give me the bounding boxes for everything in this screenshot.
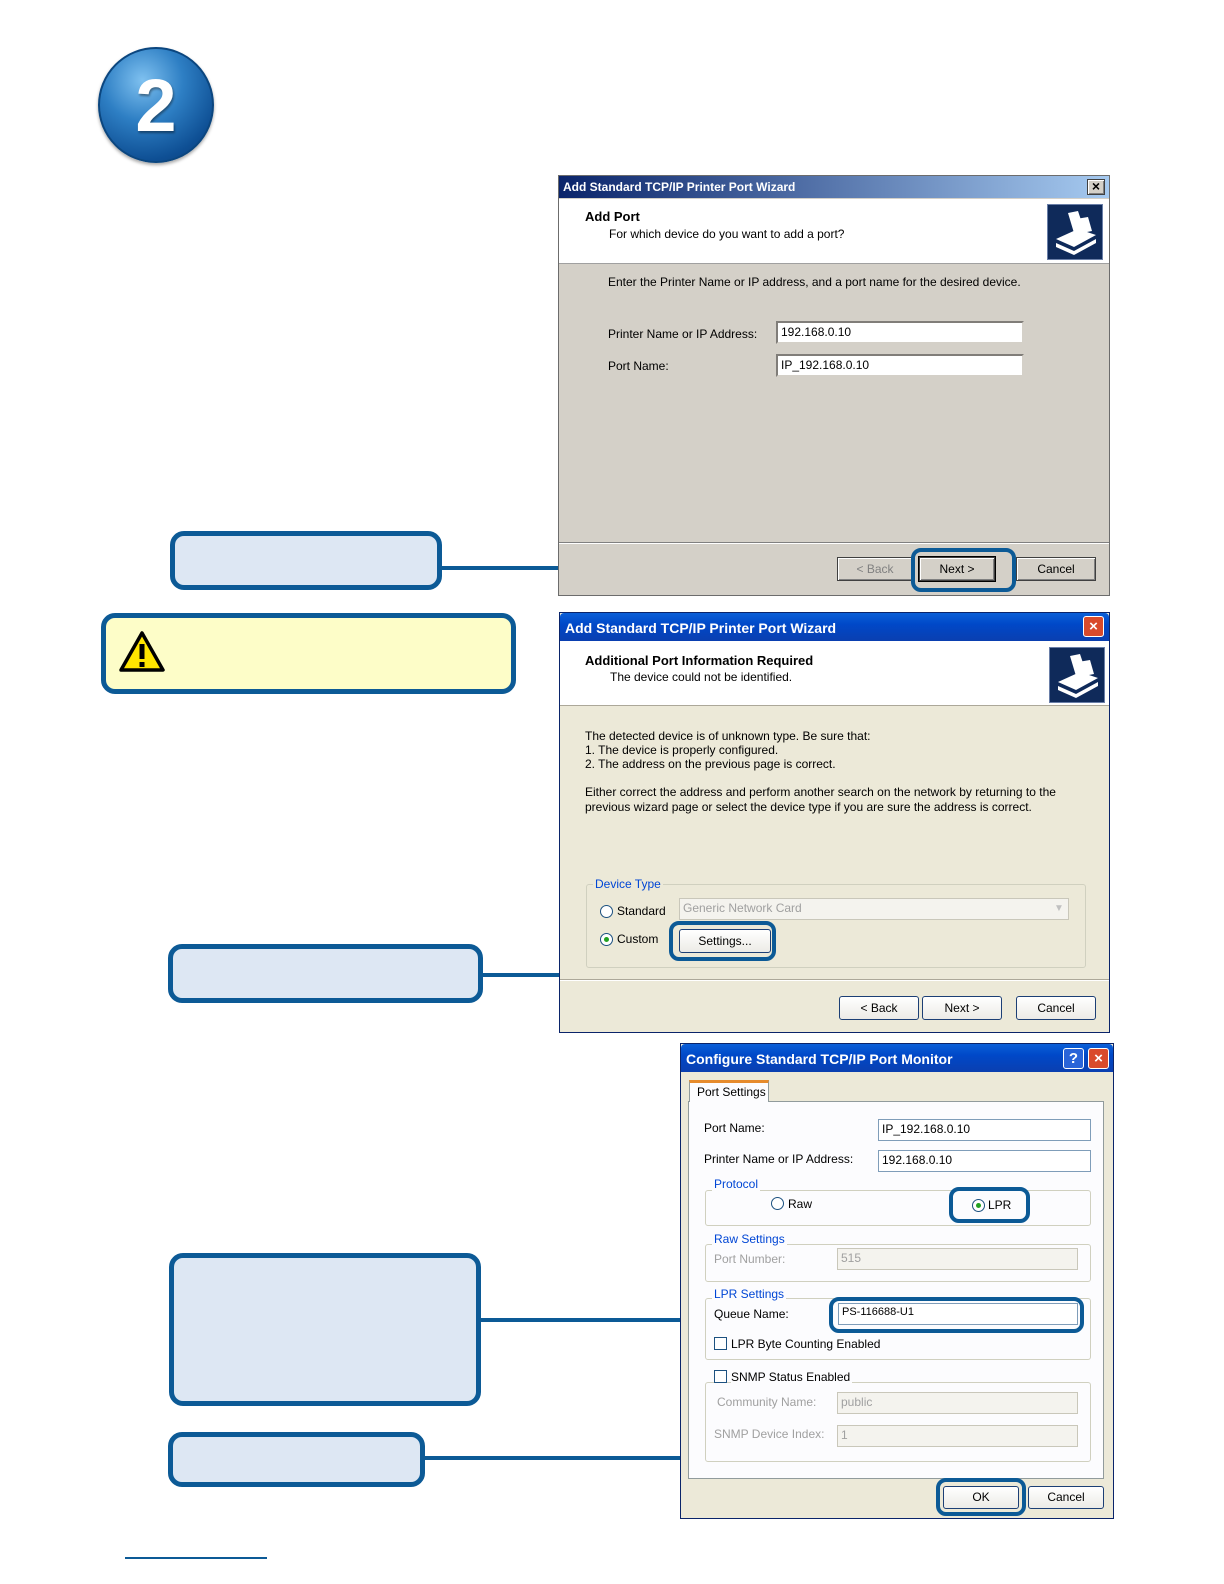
raw-settings-label: Raw Settings <box>714 1232 785 1246</box>
body-text-line: previous wizard page or select the device type if you are sure the address is correct. <box>585 800 1032 814</box>
device-type-group <box>586 884 1086 968</box>
custom-label: Custom <box>617 932 659 946</box>
cancel-button[interactable]: Cancel <box>1016 557 1096 581</box>
lpr-label: LPR <box>988 1198 1012 1212</box>
step-number-badge <box>98 47 214 163</box>
lpr-byte-counting-label: LPR Byte Counting Enabled <box>731 1337 881 1351</box>
raw-radio[interactable] <box>771 1197 784 1210</box>
close-button[interactable] <box>1087 179 1105 195</box>
help-button[interactable] <box>1063 1048 1084 1069</box>
close-button[interactable] <box>1088 1048 1109 1069</box>
callout-queue-name <box>169 1253 481 1406</box>
port-number-label: Port Number: <box>714 1252 786 1266</box>
warning-triangle-icon <box>118 630 166 674</box>
callout-settings <box>168 944 483 1003</box>
body-text-line: 2. The address on the previous page is correct. <box>585 757 836 771</box>
ok-button-highlight <box>936 1478 1026 1516</box>
chevron-down-icon: ▼ <box>1054 903 1064 914</box>
back-button[interactable]: < Back <box>837 557 913 581</box>
lpr-settings-label: LPR Settings <box>714 1287 785 1301</box>
body-text-line: The detected device is of unknown type. Be sure that: <box>585 729 871 743</box>
dialog-title: Configure Standard TCP/IP Port Monitor <box>686 1051 953 1067</box>
next-button[interactable]: Next > <box>922 996 1002 1020</box>
queue-name-field[interactable]: PS-116688-U1 <box>838 1303 1078 1325</box>
footer-rule <box>125 1557 267 1559</box>
snmp-status-checkbox[interactable] <box>714 1370 727 1383</box>
ip-address-label: Printer Name or IP Address: <box>608 327 758 341</box>
lpr-byte-counting-checkbox[interactable] <box>714 1337 727 1350</box>
ip-address-field[interactable]: 192.168.0.10 <box>878 1150 1091 1172</box>
help-icon: ? <box>1068 1050 1079 1067</box>
wizard-subheading: The device could not be identified. <box>610 670 793 684</box>
snmp-status-label: SNMP Status Enabled <box>731 1370 851 1384</box>
settings-button-highlight <box>669 921 776 961</box>
cancel-button[interactable]: Cancel <box>1028 1486 1104 1509</box>
settings-button[interactable]: Settings... <box>679 929 771 953</box>
protocol-group <box>705 1190 1091 1226</box>
port-name-label: Port Name: <box>608 359 669 373</box>
divider <box>559 542 1109 544</box>
device-type-label: Device Type <box>595 877 661 891</box>
instruction-text: Enter the Printer Name or IP address, and a port name for the desired device. <box>608 275 1021 289</box>
body-text-line: 1. The device is properly configured. <box>585 743 779 757</box>
community-name-field[interactable]: public <box>837 1392 1078 1414</box>
next-button-highlight <box>911 548 1016 592</box>
port-name-field[interactable]: IP_192.168.0.10 <box>776 354 1024 377</box>
wizard-subheading: For which device do you want to add a port? <box>609 227 845 241</box>
port-name-field[interactable]: IP_192.168.0.10 <box>878 1119 1091 1141</box>
tab-label: Port Settings <box>697 1085 766 1099</box>
close-icon: × <box>1091 178 1101 194</box>
protocol-label: Protocol <box>714 1177 759 1191</box>
queue-name-highlight <box>829 1297 1084 1333</box>
close-button[interactable] <box>1083 616 1104 637</box>
ip-address-field[interactable]: 192.168.0.10 <box>776 321 1024 344</box>
standard-label: Standard <box>617 904 666 918</box>
standard-device-select[interactable]: Generic Network Card <box>679 898 1069 920</box>
callout-ok <box>168 1432 425 1487</box>
port-name-label: Port Name: <box>704 1121 765 1135</box>
port-number-field[interactable]: 515 <box>837 1248 1078 1270</box>
divider <box>560 979 1109 981</box>
queue-name-label: Queue Name: <box>714 1307 789 1321</box>
ip-address-label: Printer Name or IP Address: <box>704 1152 854 1166</box>
custom-radio[interactable] <box>600 933 613 946</box>
snmp-device-index-label: SNMP Device Index: <box>714 1427 825 1441</box>
warning-callout <box>101 613 516 694</box>
additional-port-info-dialog <box>559 612 1110 1033</box>
standard-radio[interactable] <box>600 905 613 918</box>
body-text-line: Either correct the address and perform another search on the network by returning to the <box>585 785 1056 799</box>
tab-port-settings[interactable] <box>689 1080 769 1102</box>
step-number: 2 <box>135 64 177 147</box>
printer-wizard-icon <box>1047 204 1103 260</box>
community-name-label: Community Name: <box>717 1395 817 1409</box>
next-button[interactable]: Next > <box>919 557 995 581</box>
ok-button[interactable]: OK <box>943 1486 1019 1509</box>
dialog-title: Add Standard TCP/IP Printer Port Wizard <box>563 180 796 194</box>
snmp-device-index-field[interactable]: 1 <box>837 1425 1078 1447</box>
configure-port-monitor-dialog <box>680 1043 1114 1519</box>
callout-next <box>170 531 442 590</box>
back-button[interactable]: < Back <box>839 996 919 1020</box>
add-port-wizard-dialog <box>558 175 1110 596</box>
close-icon: × <box>1094 1050 1103 1067</box>
wizard-heading: Add Port <box>585 209 640 224</box>
close-icon: × <box>1089 618 1098 635</box>
dialog-title: Add Standard TCP/IP Printer Port Wizard <box>565 620 837 636</box>
printer-wizard-icon <box>1049 647 1105 703</box>
raw-label: Raw <box>788 1197 813 1211</box>
cancel-button[interactable]: Cancel <box>1016 996 1096 1020</box>
wizard-heading: Additional Port Information Required <box>585 653 814 668</box>
lpr-radio-highlight <box>949 1187 1030 1223</box>
